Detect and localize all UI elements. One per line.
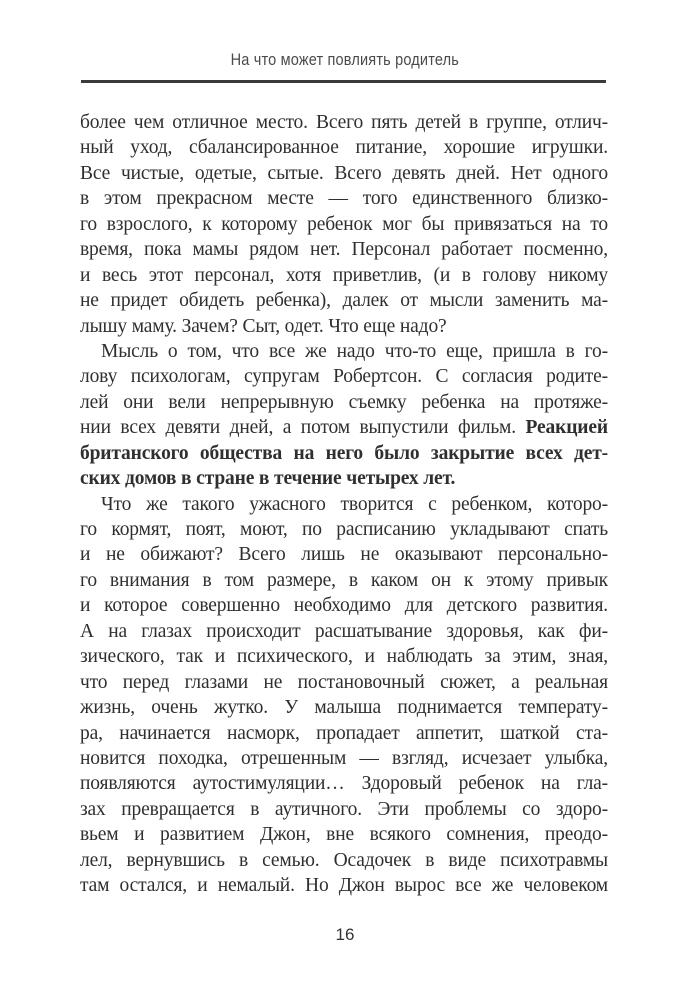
text-line xyxy=(80,695,608,720)
text-segment: зического, так и психического, и наблюдать за этим, зная, xyxy=(80,646,608,668)
text-segment: ра, начинается насморк, пропадает аппетит, шаткой ста- xyxy=(80,722,608,744)
text-segment: и которое совершенно необходимо для детского развития. xyxy=(80,595,608,617)
text-segment: новится походка, отрешенным — взгляд, исчезает улыбка, xyxy=(80,747,608,769)
text-line xyxy=(80,212,608,237)
text-segment: лову психологам, супругам Робертсон. С согласия родите- xyxy=(80,366,608,388)
text-segment: что перед глазами не постановочный сюжет, а реальная xyxy=(80,671,608,693)
text-line xyxy=(80,746,608,771)
bold-text-segment: британского общества на него было закрытие всех дет- xyxy=(80,442,608,464)
text-line xyxy=(80,237,608,262)
text-line xyxy=(80,110,608,135)
text-line xyxy=(80,721,608,746)
text-segment: лышу маму. Зачем? Сыт, одет. Что еще надо? xyxy=(80,315,447,337)
bold-text-segment: ских домов в стране в течение четырех лет. xyxy=(80,468,456,490)
text-segment: время, пока мамы рядом нет. Персонал работает посменно, xyxy=(80,239,608,261)
text-line xyxy=(80,568,608,593)
text-line xyxy=(80,390,608,415)
text-segment: го взрослого, к которому ребенок мог бы привязаться на то xyxy=(80,213,608,235)
running-header-text: На что может повлиять родитель xyxy=(230,51,460,69)
text-segment: Что же такого ужасного творится с ребенком, которо- xyxy=(101,493,608,515)
text-segment: более чем отличное место. Всего пять детей в группе, отлич- xyxy=(80,112,608,133)
text-line xyxy=(80,848,608,873)
text-segment: появляются аутостимуляции… Здоровый ребенок на гла- xyxy=(80,773,608,795)
text-line xyxy=(80,644,608,669)
text-segment: лей они вели непрерывную съемку ребенка на протяже- xyxy=(80,391,608,413)
bold-text-segment: Реакцией xyxy=(525,417,608,439)
text-line xyxy=(80,364,608,389)
text-line xyxy=(80,797,608,822)
text-segment: не придет обидеть ребенка), далек от мысли заменить ма- xyxy=(80,290,608,312)
text-segment: жизнь, очень жутко. У малыша поднимается температу- xyxy=(80,697,608,719)
text-line xyxy=(80,314,608,339)
text-line xyxy=(80,339,608,364)
text-line xyxy=(80,542,608,567)
text-segment: и не обижают? Всего лишь не оказывают персонально- xyxy=(80,544,608,566)
text-segment: го внимания в том размере, в каком он к этому привык xyxy=(80,569,608,591)
text-segment: лел, вернувшись в семью. Осадочек в виде психотравмы xyxy=(80,849,608,871)
text-line xyxy=(80,441,608,466)
text-line xyxy=(80,771,608,796)
text-line xyxy=(80,873,608,898)
text-segment: Все чистые, одетые, сытые. Всего девять дней. Нет одного xyxy=(80,162,608,184)
text-segment: нии всех девяти дней, а потом выпустили фильм. xyxy=(80,417,526,439)
text-line xyxy=(80,517,608,542)
text-segment: там остался, и немалый. Но Джон вырос все же человеком xyxy=(80,875,608,897)
text-block xyxy=(80,110,608,899)
text-segment: А на глазах происходит расшатывание здоровья, как фи- xyxy=(80,620,608,642)
text-line xyxy=(80,135,608,160)
text-line xyxy=(80,492,608,517)
paragraph xyxy=(80,339,608,492)
text-line xyxy=(80,822,608,847)
text-line xyxy=(80,593,608,618)
text-line xyxy=(80,186,608,211)
text-line xyxy=(80,466,608,491)
text-line xyxy=(80,415,608,440)
text-segment: в этом прекрасном месте — того единственного близко- xyxy=(80,188,608,210)
header-rule-divider xyxy=(81,80,606,83)
paragraph xyxy=(80,492,608,899)
text-segment: ный уход, сбалансированное питание, хорошие игрушки. xyxy=(80,137,608,159)
page-number: 16 xyxy=(335,925,355,944)
text-segment: го кормят, поят, моют, по расписанию укладывают спать xyxy=(80,519,608,540)
text-line xyxy=(80,161,608,186)
text-line xyxy=(80,670,608,695)
text-line xyxy=(80,619,608,644)
running-header xyxy=(0,51,690,70)
text-segment: вьем и развитием Джон, вне всякого сомнения, преодо- xyxy=(80,824,608,846)
text-segment: Мысль о том, что все же надо что-то еще, пришла в го- xyxy=(101,340,608,362)
text-line xyxy=(80,263,608,288)
text-segment: зах превращается в аутичного. Эти проблемы со здоро- xyxy=(80,798,608,820)
paragraph xyxy=(80,110,608,339)
text-segment: и весь этот персонал, хотя приветлив, (и в голову никому xyxy=(80,264,608,286)
text-line xyxy=(80,288,608,313)
